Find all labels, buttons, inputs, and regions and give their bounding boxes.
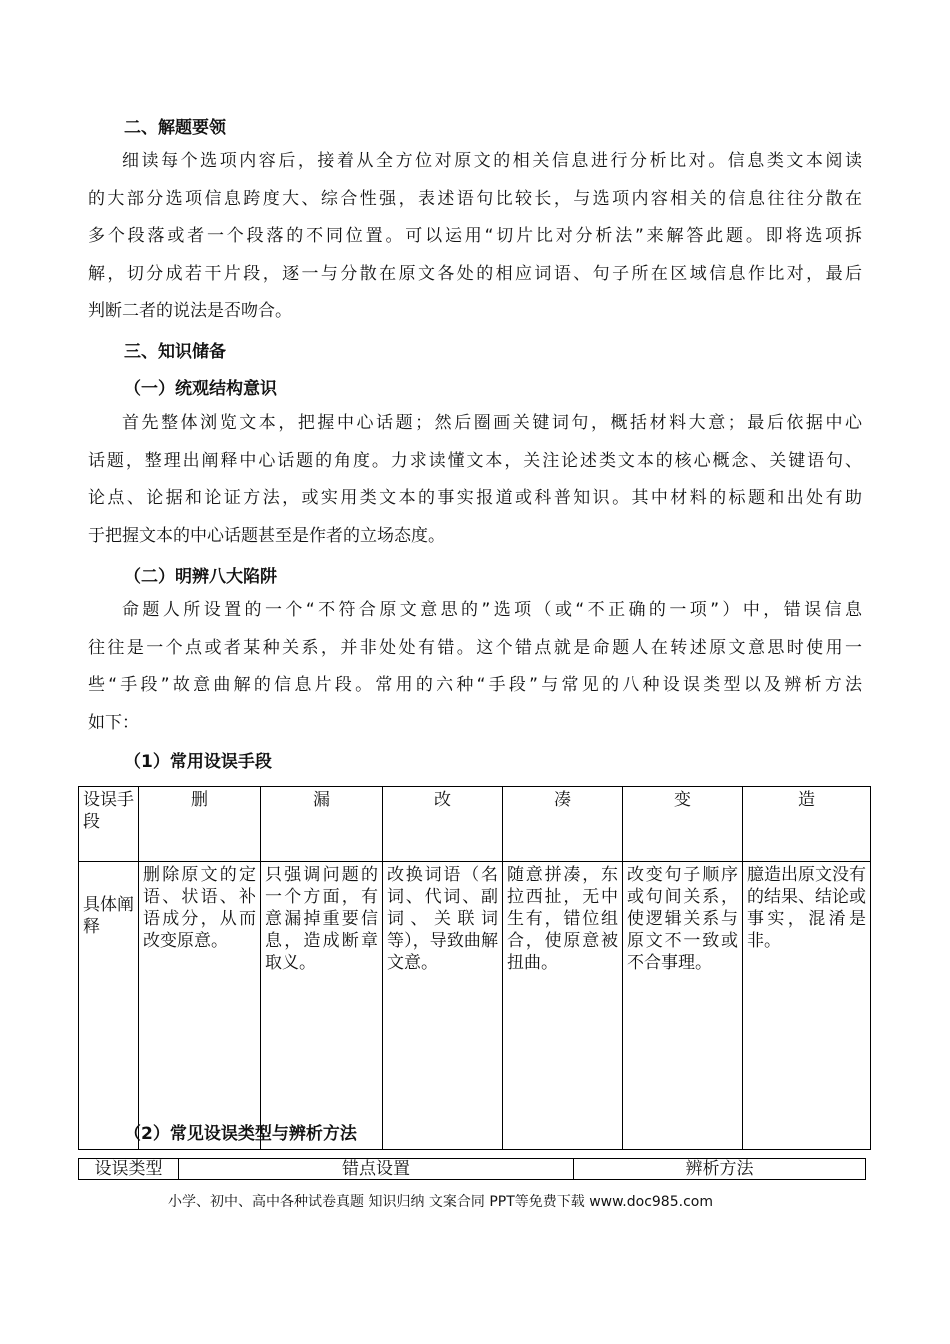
table-cell: 改换词语（名词、代词、副词、关联词等），导致曲解文意。 [383, 862, 503, 1150]
error-methods-table [78, 786, 871, 1150]
table1-title: （1）常用设误手段 [124, 752, 272, 772]
table-cell: 只强调问题的一个方面，有意漏掉重要信息，造成断章取义。 [261, 862, 383, 1150]
text-line: 于把握文本的中心话题甚至是作者的立场态度。 [88, 525, 445, 546]
header-cell: 漏 [261, 787, 383, 862]
header-cell: 设误类型 [79, 1159, 179, 1180]
section-heading-3: 三、知识储备 [124, 342, 226, 362]
header-cell: 变 [623, 787, 743, 862]
text-line: 细读每个选项内容后，接着从全方位对原文的相关信息进行分析比对。信息类文本阅读 [122, 151, 862, 171]
text-line: 解，切分成若干片段，逐一与分散在原文各处的相应词语、句子所在区域信息作比对，最后 [88, 263, 862, 284]
text-line: 判断二者的说法是否吻合。 [88, 301, 292, 321]
table-cell: 臆造出原文没有的结果、结论或事实，混淆是非。 [743, 862, 871, 1150]
paragraph-structure-awareness [88, 405, 862, 555]
header-cell: 辨析方法 [574, 1159, 866, 1180]
paragraph-solving-keys [88, 143, 862, 331]
text-line: 多个段落或者一个段落的不同位置。可以运用“切片比对分析法”来解答此题。即将选项拆 [88, 226, 862, 246]
text-line: 话题，整理出阐释中心话题的角度。力求读懂文本，关注论述类文本的核心概念、关键语句、 [88, 450, 862, 471]
text-line: 论点、论据和论证方法，或实用类文本的事实报道或科普知识。其中材料的标题和出处有助 [88, 488, 862, 508]
table-row [79, 862, 871, 1150]
header-cell: 错点设置 [179, 1159, 574, 1180]
row-label-cell: 具体阐释 [79, 862, 139, 1150]
text-line: 的大部分选项信息跨度大、综合性强，表述语句比较长，与选项内容相关的信息往往分散在 [88, 188, 862, 209]
table-cell: 改变句子顺序或句间关系，使逻辑关系与原文不一致或不合事理。 [623, 862, 743, 1150]
table-header-row [79, 1159, 866, 1180]
header-cell: 凑 [503, 787, 623, 862]
text-line: 命题人所设置的一个“不符合原文意思的”选项（或“不正确的一项”）中，错误信息 [122, 600, 862, 620]
table2-title: （2）常见设误类型与辨析方法 [124, 1124, 357, 1144]
paragraph-eight-traps [88, 592, 862, 742]
table-cell: 随意拼凑，东拉西扯，无中生有，错位组合，使原意被扭曲。 [503, 862, 623, 1150]
page-footer: 小学、初中、高中各种试卷真题 知识归纳 文案合同 PPT等免费下载 www.doc985.com [168, 1194, 713, 1210]
table-cell: 删除原文的定语、状语、补语成分，从而改变原意。 [139, 862, 261, 1150]
header-cell: 造 [743, 787, 871, 862]
subsection-heading-1: （一）统观结构意识 [124, 379, 277, 399]
text-line: 首先整体浏览文本，把握中心话题；然后圈画关键词句，概括材料大意；最后依据中心 [122, 413, 862, 433]
header-label-cell: 设误手段 [79, 787, 139, 862]
table-header-row [79, 787, 871, 862]
header-cell: 删 [139, 787, 261, 862]
text-line: 往往是一个点或者某种关系，并非处处有错。这个错点就是命题人在转述原文意思时使用一 [88, 637, 862, 658]
header-cell: 改 [383, 787, 503, 862]
error-types-table [78, 1158, 866, 1180]
text-line: 如下： [88, 712, 139, 733]
text-line: 些“手段”故意曲解的信息片段。常用的六种“手段”与常见的八种设误类型以及辨析方法 [88, 675, 862, 695]
section-heading-2: 二、解题要领 [124, 118, 226, 138]
subsection-heading-2: （二）明辨八大陷阱 [124, 567, 277, 587]
